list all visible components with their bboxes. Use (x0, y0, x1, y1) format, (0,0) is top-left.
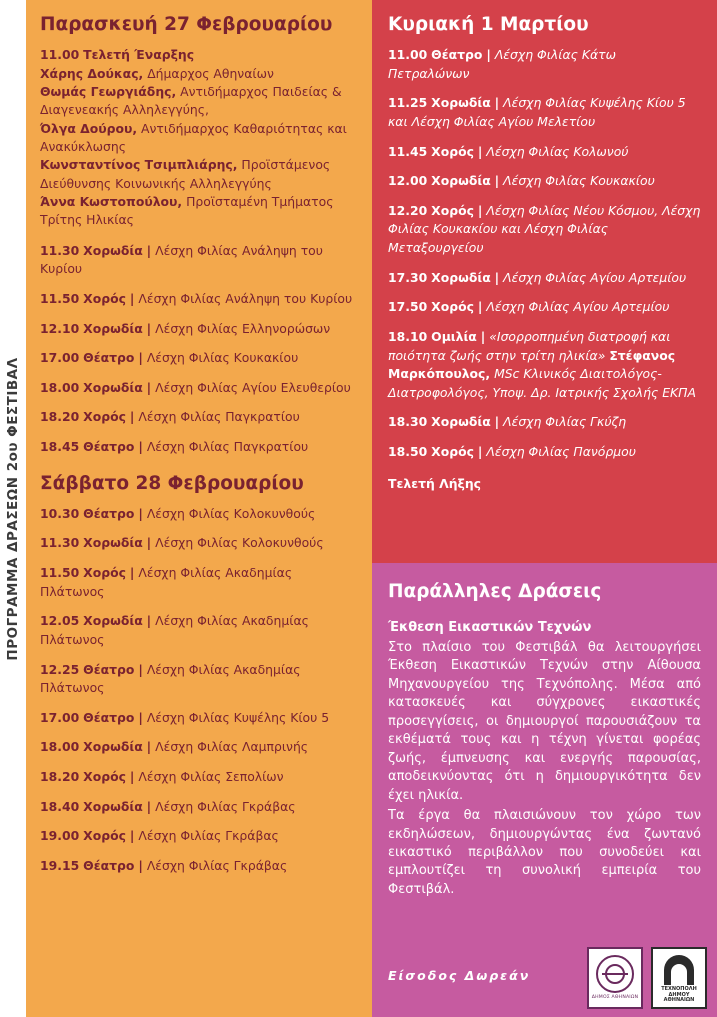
schedule-entry (40, 438, 358, 457)
entry-time: 12.25 (40, 661, 80, 677)
entry-kind: Θέατρο (83, 350, 135, 366)
entry-time: 10.30 (40, 505, 80, 521)
entry-separator: | (477, 143, 483, 159)
entry-kind: Χορωδία (83, 320, 143, 336)
entry-separator: | (494, 269, 500, 285)
entry-time: 12.00 (388, 173, 428, 189)
talk-entry (388, 328, 701, 402)
entry-kind: Χορός (431, 443, 474, 459)
entry-time: 11.30 (40, 535, 80, 551)
entry-separator: | (146, 613, 152, 629)
entry-time: 11.50 (40, 291, 80, 306)
entry-separator: | (129, 828, 135, 844)
entry-separator: | (138, 857, 143, 873)
entry-kind: Χορωδία (431, 173, 491, 189)
entry-venue: Λέσχη Φιλίας Κολοκυνθούς (146, 505, 316, 521)
entry-separator: | (146, 535, 152, 551)
entry-time: 18.30 (388, 414, 428, 430)
entry-venue: Λέσχη Φιλίας Κάτω Πετραλώνων (388, 47, 616, 81)
technopolis-arch-icon (664, 955, 694, 985)
exhibition-paragraph-1: Στο πλαίσιο του Φεστιβάλ θα λειτουργήσει Έκθεση Εικαστικών Τεχνών στην Αίθουσα Μηχανουργείου της Τεχνόπολης. Μέσα από κατασκευές και σύγχρονες εικαστικές προσεγγίσεις, οι δημιουργοί παρουσιάζουν τα εκθέματά τους και η τέχνη γίνεται φορέας ζωής, έμπνευσης και ενεργής παρουσίας, αποδεικνύοντας ότι η δημιουργικότητα δεν έχει ηλικία. (388, 640, 701, 803)
schedule-entry (388, 443, 701, 462)
person-name-2: Όλγα Δούρου, (40, 120, 138, 136)
entry-kind: Χορωδία (431, 269, 491, 285)
entry-separator: | (477, 443, 483, 459)
entry-venue: Λέσχη Φιλίας Παγκρατίου (138, 409, 300, 425)
entry-kind: Χορωδία (83, 613, 143, 629)
person-role-0: Δήμαρχος Αθηναίων (143, 65, 274, 81)
free-entry-label: Είσοδος Δωρεάν (388, 968, 531, 983)
entry-time: 18.50 (388, 443, 428, 459)
entry-time: 11.00 (388, 47, 428, 63)
entry-time: 18.20 (40, 768, 80, 784)
entry-venue: Λέσχη Φιλίας Κυψέλης Κίου 5 (146, 709, 330, 725)
entry-kind: Χορός (431, 143, 474, 159)
entry-separator: | (129, 409, 135, 425)
entry-venue: Λέσχη Φιλίας Ακαδημίας Πλάτωνος (40, 661, 301, 696)
entry-kind: Θέατρο (83, 505, 135, 521)
day-heading-sunday: Κυριακή 1 Μαρτίου (388, 14, 589, 35)
entry-time: 11.45 (388, 143, 428, 159)
athens-seal-icon (596, 955, 634, 993)
entry-kind: Χορωδία (83, 798, 143, 814)
entry-separator: | (494, 173, 500, 189)
entry-venue: Λέσχη Φιλίας Λαμπρινής (155, 739, 309, 755)
entry-time: 12.05 (40, 613, 80, 629)
person-name-4: Άννα Κωστοπούλου, (40, 194, 183, 210)
opening-ceremony-block (40, 46, 358, 230)
closing-ceremony-label: Τελετή Λήξης (388, 475, 482, 491)
entry-time: 18.00 (40, 379, 80, 395)
schedule-entry (388, 298, 701, 317)
person-name-0: Χάρης Δούκας, (40, 65, 144, 81)
left-column-schedule (26, 0, 372, 1017)
entry-kind: Χορός (83, 409, 126, 425)
entry-time: 17.50 (388, 299, 428, 315)
sunday-schedule-panel (372, 0, 717, 563)
entry-separator: | (138, 505, 143, 521)
exhibition-description (388, 639, 701, 899)
person-role-2: Αντιδήμαρχος Καθαριότητας και Ανακύκλωσης (40, 120, 347, 154)
city-of-athens-caption: ΔΗΜΟΣ ΑΘΗΝΑΙΩΝ (591, 995, 639, 1001)
entry-time: 17.00 (40, 709, 80, 725)
schedule-entry (40, 857, 358, 876)
schedule-entry (388, 413, 701, 432)
entry-separator: | (146, 379, 152, 395)
entry-separator: | (129, 768, 135, 784)
entry-venue: Λέσχη Φιλίας Πανόρμου (486, 443, 636, 459)
entry-venue: Λέσχη Φιλίας Ακαδημίας Πλάτωνος (40, 613, 309, 647)
entry-kind: Θέατρο (431, 47, 483, 63)
entry-time: 11.30 (40, 242, 80, 258)
entry-separator: | (146, 798, 152, 814)
person-role-4: Προϊσταμένη Τμήματος Τρίτης Ηλικίας (40, 194, 334, 228)
entry-time: 18.45 (40, 439, 80, 455)
entry-kind: Χορός (83, 828, 126, 844)
technopolis-caption: ΤΕΧΝΟΠΟΛΗ ΔΗΜΟΥ ΑΘΗΝΑΙΩΝ (661, 985, 697, 1004)
entry-separator: | (138, 709, 143, 725)
schedule-entry (40, 349, 358, 368)
entry-time: 18.20 (40, 409, 80, 425)
festival-program-label: ΠΡΟΓΡΑΜΜΑ ΔΡΑΣΕΩΝ 2ου ΦΕΣΤΙΒΑΛ (5, 356, 21, 661)
schedule-entry (388, 202, 701, 258)
entry-venue: Λέσχη Φιλίας Ακαδημίας Πλάτωνος (40, 565, 293, 599)
entry-venue: Λέσχη Φιλίας Κολωνού (486, 143, 629, 159)
entry-venue: Λέσχη Φιλίας Κολοκυνθούς (155, 535, 324, 551)
talk-time: 18.10 (388, 328, 428, 344)
schedule-entry (40, 798, 358, 817)
entry-venue: Λέσχη Φιλίας Γκράβας (155, 798, 296, 814)
entry-kind: Χορωδία (83, 379, 143, 395)
person-role-1: Αντιδήμαρχος Παιδείας & Διαγενεακής Αλληλεγγύης, (40, 83, 342, 118)
entry-venue: Λέσχη Φιλίας Αγίου Αρτεμίου (486, 299, 670, 315)
entry-separator: | (138, 350, 143, 366)
exhibition-paragraph-2: Τα έργα θα πλαισιώνουν τον χώρο των εκδηλώσεων, δημιουργώντας ένα ζωντανό εικαστικό περιβάλλον που συνοδεύει και εμπλουτίζει τη συνολική εμπειρία του Φεστιβάλ. (388, 808, 701, 897)
entry-venue: Λέσχη Φιλίας Αγίου Αρτεμίου (503, 269, 687, 285)
schedule-entry (40, 738, 358, 757)
entry-separator: | (494, 414, 500, 430)
entry-kind: Χορωδία (431, 95, 491, 111)
schedule-entry (388, 94, 701, 131)
entry-time: 18.00 (40, 739, 80, 755)
entry-kind: Χορωδία (83, 739, 143, 755)
entry-separator: | (486, 47, 491, 63)
entry-venue: Λέσχη Φιλίας Νέου Κόσμου, Λέσχη Φιλίας Κουκακίου και Λέσχη Φιλίας Μεταξουργείου (388, 202, 701, 256)
schedule-entry (40, 661, 358, 698)
entry-separator: | (480, 328, 486, 344)
entry-kind: Χορός (83, 291, 126, 306)
opening-time: 11.00 (40, 47, 80, 63)
city-of-athens-logo (587, 947, 643, 1009)
schedule-entry (388, 46, 701, 83)
entry-kind: Θέατρο (83, 661, 135, 677)
parallel-actions-panel (372, 563, 717, 1017)
entry-venue: Λέσχη Φιλίας Σεπολίων (138, 768, 284, 784)
talk-title: «Ισορροπημένη διατροφή και ποιότητα ζωής στην τρίτη ηλικία» (388, 328, 671, 363)
schedule-entry (40, 827, 358, 846)
entry-kind: Χορός (431, 202, 474, 218)
schedule-entry (40, 290, 358, 309)
entry-kind: Θέατρο (83, 709, 135, 725)
opening-label: Τελετή Έναρξης (83, 47, 195, 63)
schedule-entry (388, 269, 701, 288)
entry-kind: Χορωδία (83, 535, 143, 551)
entry-venue: Λέσχη Φιλίας Ελληνορώσων (155, 320, 331, 336)
entry-time: 19.15 (40, 857, 80, 873)
schedule-entry (40, 320, 358, 339)
logo-group (587, 947, 707, 1009)
person-name-3: Κωνσταντίνος Τσιμπλιάρης, (40, 157, 238, 173)
schedule-entry (388, 172, 701, 191)
schedule-entry (40, 612, 358, 649)
entry-separator: | (129, 291, 135, 306)
entry-venue: Λέσχη Φιλίας Γκύζη (503, 414, 627, 430)
schedule-entry (40, 709, 358, 728)
right-column (372, 0, 717, 1017)
schedule-entry (40, 768, 358, 787)
talk-speaker-info: MSc Κλινικός Διαιτολόγος-Διατροφολόγος, Υποψ. Δρ. Ιατρικής Σχολής ΕΚΠΑ (388, 366, 696, 400)
entry-venue: Λέσχη Φιλίας Γκράβας (146, 857, 288, 873)
entry-kind: Χορός (83, 565, 126, 581)
entry-separator: | (146, 739, 152, 755)
talk-kind: Ομιλία (431, 328, 477, 344)
exhibition-title: Έκθεση Εικαστικών Τεχνών (388, 620, 592, 635)
poster-columns (26, 0, 717, 1017)
entry-kind: Χορωδία (83, 242, 143, 258)
schedule-entry (40, 242, 358, 279)
entry-time: 17.30 (388, 269, 428, 285)
entry-venue: Λέσχη Φιλίας Παγκρατίου (146, 439, 309, 455)
entry-venue: Λέσχη Φιλίας Κουκακίου (146, 350, 299, 366)
entry-time: 18.40 (40, 798, 80, 814)
entry-kind: Χορός (431, 299, 474, 315)
day-heading-saturday: Σάββατο 28 Φεβρουαρίου (40, 472, 304, 494)
talk-speaker: Στέφανος Μαρκόπουλος, (388, 347, 676, 382)
schedule-entry (388, 143, 701, 162)
entry-separator: | (146, 242, 152, 258)
entry-venue: Λέσχη Φιλίας Αγίου Ελευθερίου (155, 379, 351, 395)
entry-separator: | (138, 439, 143, 455)
entry-time: 11.25 (388, 95, 428, 111)
entry-separator: | (477, 299, 483, 315)
entry-separator: | (129, 565, 135, 581)
entry-time: 12.10 (40, 320, 80, 336)
entry-kind: Θέατρο (83, 857, 135, 873)
entry-venue: Λέσχη Φιλίας Ανάληψη του Κυρίου (138, 291, 353, 306)
entry-separator: | (146, 320, 152, 336)
entry-kind: Χορός (83, 768, 126, 784)
schedule-entry (40, 408, 358, 427)
entry-separator: | (138, 661, 143, 677)
entry-venue: Λέσχη Φιλίας Κουκακίου (503, 173, 655, 189)
schedule-entry (40, 534, 358, 553)
parallel-actions-title: Παράλληλες Δράσεις (388, 581, 602, 602)
entry-venue: Λέσχη Φιλίας Ανάληψη του Κυρίου (40, 242, 323, 277)
vertical-title-strip (0, 0, 26, 1017)
entry-separator: | (494, 95, 500, 111)
entry-kind: Θέατρο (83, 439, 135, 455)
day-heading-friday: Παρασκευή 27 Φεβρουαρίου (40, 14, 333, 35)
entry-venue: Λέσχη Φιλίας Γκράβας (138, 828, 279, 844)
entry-time: 11.50 (40, 565, 80, 581)
entry-time: 17.00 (40, 350, 80, 366)
person-name-1: Θωμάς Γεωργιάδης, (40, 83, 177, 99)
schedule-entry (40, 564, 358, 601)
schedule-entry (40, 505, 358, 524)
entry-time: 12.20 (388, 202, 428, 218)
entry-kind: Χορωδία (431, 414, 491, 430)
schedule-entry (40, 379, 358, 398)
person-role-3: Προϊστάμενος Διεύθυνσης Κοινωνικής Αλληλεγγύης (40, 157, 331, 191)
entry-venue: Λέσχη Φιλίας Κυψέλης Κίου 5 και Λέσχη Φιλίας Αγίου Μελετίου (388, 95, 686, 130)
technopolis-logo (651, 947, 707, 1009)
entry-time: 19.00 (40, 828, 80, 844)
entry-separator: | (477, 202, 483, 218)
